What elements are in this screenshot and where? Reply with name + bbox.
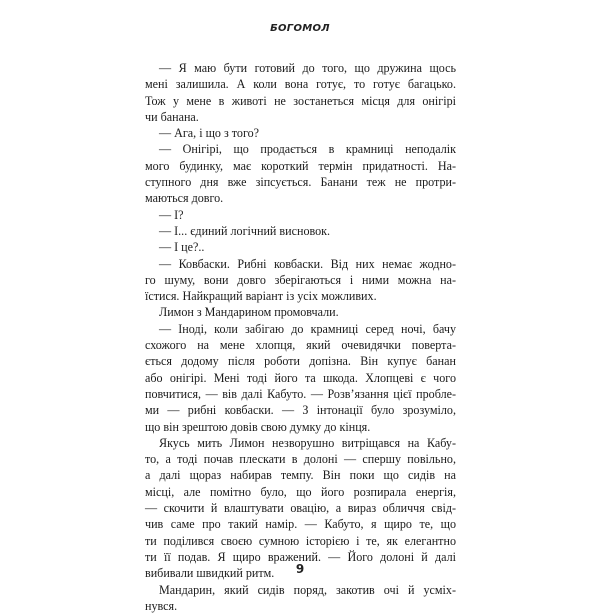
text-line: маються довго. <box>145 191 224 206</box>
text-line: ступного дня вже зіпсується. Банани теж не протри- <box>145 175 456 190</box>
text-line: мого будинку, має короткий термін придатності. На- <box>145 158 456 173</box>
text-line: то, а тоді почав плескати в долоні — спершу повільно, <box>145 452 456 467</box>
body-text <box>145 60 456 614</box>
running-head: БОГОМОЛ <box>270 23 330 34</box>
text-line: що він зрештою довів свою думку до кінця. <box>145 419 371 434</box>
text-line: — Іноді, коли забігаю до крамниці серед ночі, бачу <box>159 321 456 336</box>
text-line: — Ковбаски. Рибні ковбаски. Від них немає жодно- <box>159 256 456 271</box>
text-line: нувся. <box>145 598 178 613</box>
text-line: — І це?.. <box>159 240 205 255</box>
text-line: Лимон з Мандарином промовчали. <box>159 305 339 320</box>
text-line: — Онігірі, що продається в крамниці неподалік <box>159 142 456 157</box>
text-line: їстися. Найкращий варіант із усіх можливих. <box>145 289 377 304</box>
text-line: — Я маю бути готовий до того, що дружина щось <box>159 61 456 75</box>
text-line: або онігірі. Мені тоді його та шкода. Хлопцеві є чого <box>145 370 456 385</box>
text-line: — І... єдиний логічний висновок. <box>159 223 331 238</box>
text-line: мені залишила. А коли вона готує, то готує багацько. <box>145 77 456 92</box>
text-line: повчитися, — вів далі Кабуто. — Розв’язання цієї пробле- <box>145 386 456 401</box>
text-line: Мандарин, який сидів поряд, закотив очі й усміх- <box>159 582 456 597</box>
text-line: схожого на мене хлопця, який очевидячки поверта- <box>145 338 456 353</box>
text-line: — Ага, і що з того? <box>159 126 260 141</box>
text-line: а далі щораз набирав темпу. Він поки що сидів на <box>145 468 456 483</box>
text-line: вибивали швидкий ритм. <box>145 566 275 581</box>
page-number: 9 <box>295 562 305 576</box>
text-line: чи банана. <box>145 109 199 124</box>
text-line: місці, але помітно було, що його розпирала енергія, <box>145 484 456 499</box>
text-line: ється додому після роботи допізна. Він купує банан <box>145 354 456 369</box>
text-line: — І? <box>159 207 184 222</box>
text-line: ти її подав. Я щиро вражений. — Його долоні й далі <box>145 549 456 564</box>
text-line: чив саме про такий намір. — Кабуто, я щиро те, що <box>145 517 456 532</box>
text-line: ти поділився своєю сумною історією і те, як елегантно <box>145 533 456 548</box>
text-line: Якусь мить Лимон незворушно витріщався на Кабу- <box>159 435 456 450</box>
text-line: Тож у мене в животі не зостанеться місця для онігірі <box>145 93 456 108</box>
text-line: го шуму, вони довго зберігаються і ними можна на- <box>145 272 456 287</box>
text-line: — скочити й влаштувати овацію, а вираз обличчя свід- <box>145 501 456 516</box>
text-line: ми — рибні ковбаски. — З інтонації було зрозуміло, <box>145 403 456 418</box>
